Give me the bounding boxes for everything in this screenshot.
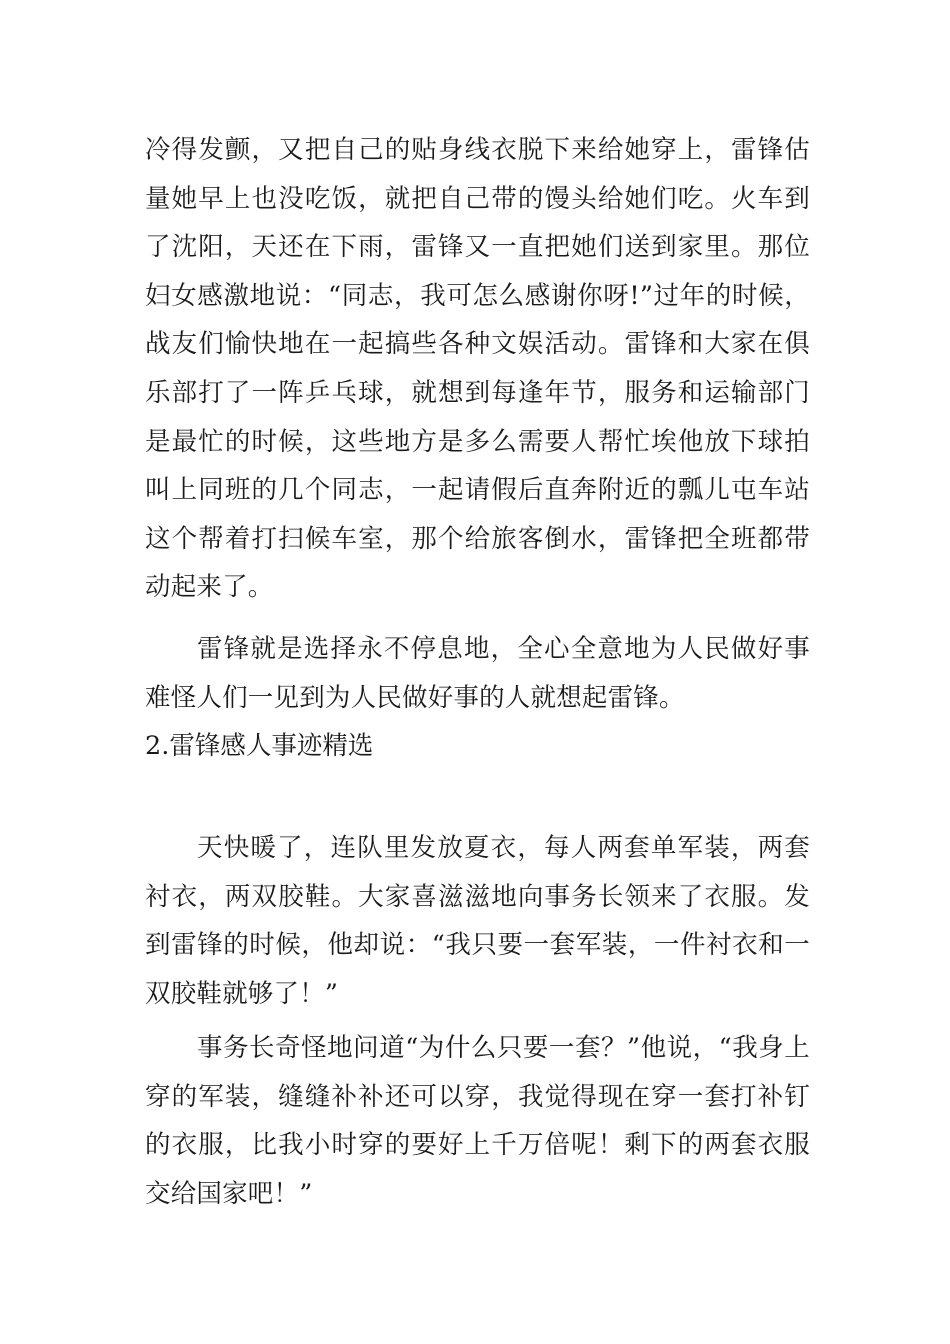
paragraph: 天快暖了，连队里发放夏衣，每人两套单军装，两套衬衣，两双胶鞋。大家喜滋滋地向事务长领来了衣服。发到雷锋的时候，他却说：“我只要一套军装，一件衬衣和一双胶鞋就够了！” — [145, 833, 810, 1009]
paragraph-continued: 冷得发颤，又把自己的贴身线衣脱下来给她穿上，雷锋估量她早上也没吃饭，就把自己带的馒头给她们吃。火车到了沈阳，天还在下雨，雷锋又一直把她们送到家里。那位妇女感激地说：“同志，我可怎么感谢你呀!”过年的时候，战友们愉快地在一起搞些各种文娱活动。雷锋和大家在俱乐部打了一阵乒乓球，就想到每逢年节，服务和运输部门是最忙的时候，这些地方是多么需要人帮忙埃他放下球拍叫上同班的几个同志，一起请假后直奔附近的瓢儿屯车站这个帮着打扫候车室，那个给旅客倒水，雷锋把全班都带动起来了。 — [145, 135, 810, 603]
section-heading: 2.雷锋感人事迹精选 — [145, 731, 374, 761]
paragraph: 雷锋就是选择永不停息地，全心全意地为人民做好事难怪人们一见到为人民做好事的人就想起雷锋。 — [145, 634, 810, 713]
paragraph: 事务长奇怪地问道“为什么只要一套？”他说，“我身上穿的军装，缝缝补补还可以穿，我觉得现在穿一套打补钉的衣服，比我小时穿的要好上千万倍呢！剩下的两套衣服交给国家吧！” — [145, 1033, 810, 1209]
